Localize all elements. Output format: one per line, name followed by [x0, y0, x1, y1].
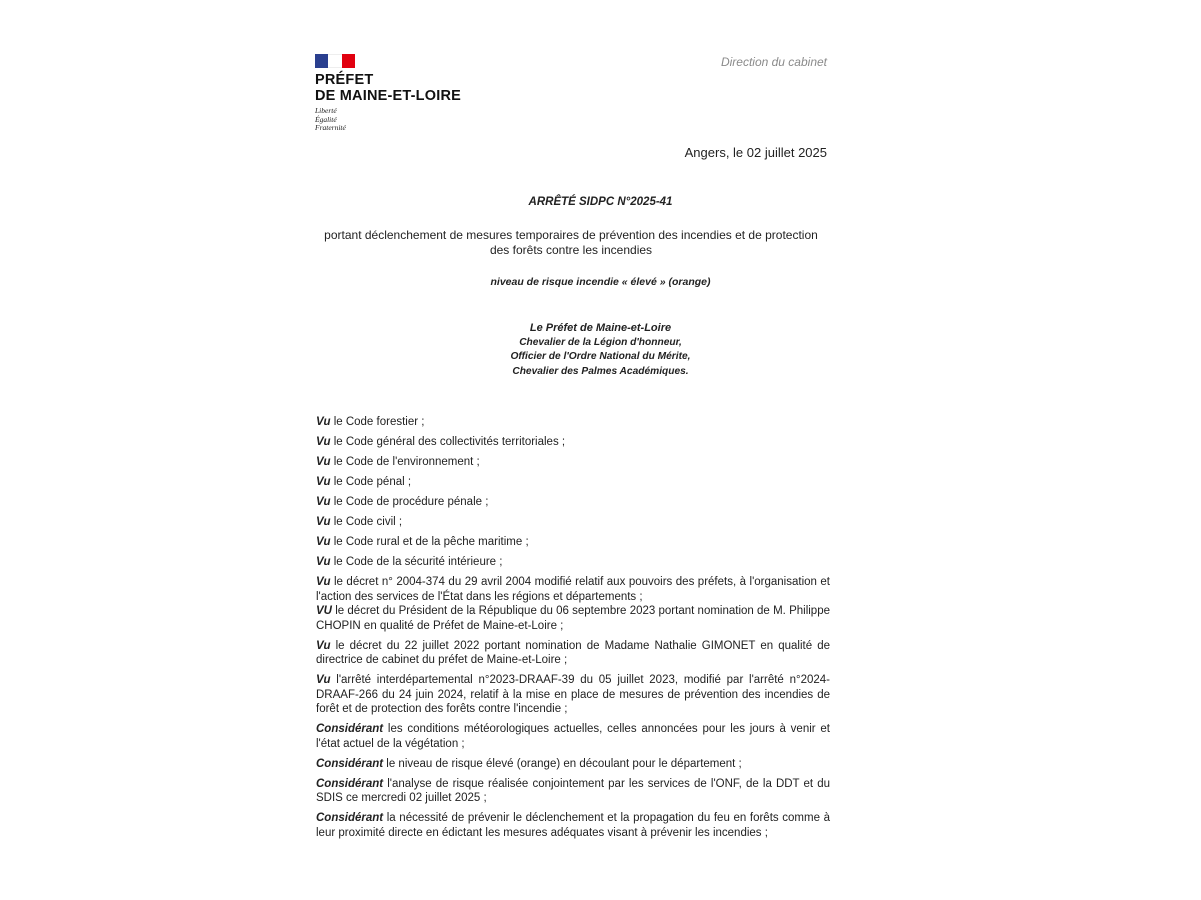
recital-text: la nécessité de prévenir le déclenchement et la propagation du feu en forêts comme à leur proximité directe en édictant les mesures adéquates visant à prévenir les incendies ;	[316, 812, 830, 839]
recital-paragraph	[316, 777, 830, 806]
department-label: Direction du cabinet	[720, 55, 827, 69]
recital-text: le Code civil ;	[330, 516, 403, 528]
recital-text: le Code général des collectivités territoriales ;	[330, 436, 566, 448]
recital-paragraph	[316, 495, 830, 510]
recital-paragraph	[316, 455, 830, 470]
recital-keyword: Vu	[316, 436, 331, 448]
recital-keyword: Vu	[316, 496, 331, 508]
logo-line-1: PRÉFET	[315, 72, 374, 88]
risk-level: niveau de risque incendie « élevé » (orange)	[490, 276, 711, 288]
motto-egalite: Égalité	[315, 114, 337, 124]
recital-keyword: Considérant	[316, 723, 384, 735]
motto	[315, 107, 475, 133]
recital-paragraph	[316, 757, 830, 772]
recital-paragraph	[316, 673, 830, 717]
recital-keyword: Vu	[316, 556, 331, 568]
recital-keyword: Vu	[316, 674, 331, 686]
motto-liberte: Liberté	[315, 106, 337, 115]
recital-paragraph	[316, 604, 830, 633]
recital-text: le Code pénal ;	[330, 476, 412, 488]
recital-paragraph	[316, 575, 830, 604]
recital-keyword: Considérant	[316, 812, 384, 824]
recital-text: le Code rural et de la pêche maritime ;	[330, 536, 529, 548]
decree-body	[316, 415, 830, 846]
recital-paragraph	[316, 535, 830, 550]
recital-text: les conditions météorologiques actuelles, celles annoncées pour les jours à venir et l'état actuel de la végétation ;	[316, 723, 830, 750]
decree-title: ARRÊTÉ SIDPC N°2025-41	[528, 196, 673, 208]
recital-keyword: Vu	[316, 639, 331, 652]
recital-paragraph	[316, 722, 830, 751]
recital-keyword: Vu	[316, 416, 331, 428]
prefect-titles	[0, 321, 1201, 379]
recital-keyword: Vu	[316, 536, 331, 548]
recital-text: l'analyse de risque réalisée conjointement par les services de l'ONF, de la DDT et du SDIS ce mercredi 02 juillet 2025 ;	[316, 777, 830, 804]
recital-text: le Code de procédure pénale ;	[330, 496, 489, 508]
recital-paragraph	[316, 515, 830, 530]
recital-text: le Code de l'environnement ;	[330, 456, 480, 468]
prefect-title-1: Chevalier de la Légion d'honneur,	[519, 336, 682, 348]
french-flag-icon	[315, 54, 355, 68]
recital-keyword: Considérant	[316, 757, 384, 770]
recital-paragraph	[316, 811, 830, 840]
recital-keyword: Vu	[316, 576, 331, 588]
recital-text: le décret du 22 juillet 2022 portant nomination de Madame Nathalie GIMONET en qualité de directrice de cabinet du préfet de Maine-et-Loire ;	[316, 639, 830, 666]
recital-paragraph	[316, 435, 830, 450]
recital-text: l'arrêté interdépartemental n°2023-DRAAF-39 du 05 juillet 2023, modifié par l'arrêté n°2024-DRAAF-266 du 24 juin 2024, relatif à la mise en place de mesures de prévention des incendies de forêt et de protection des forêts contre l'incendie ;	[316, 674, 830, 715]
logo-line-2: DE MAINE-ET-LOIRE	[315, 88, 461, 104]
decree-subtitle: portant déclenchement de mesures temporaires de prévention des incendies et de protection des forêts contre les incendies	[324, 228, 818, 257]
recital-keyword: Vu	[316, 456, 331, 468]
recital-keyword: Considérant	[316, 777, 384, 790]
recital-paragraph	[316, 555, 830, 570]
recital-text: le décret du Président de la République du 06 septembre 2023 portant nomination de M. Philippe CHOPIN en qualité de Préfet de Maine-et-Loire ;	[316, 605, 830, 632]
prefect-title-2: Officier de l'Ordre National du Mérite,	[510, 351, 691, 362]
prefect-title-3: Chevalier des Palmes Académiques.	[512, 365, 689, 377]
recital-text: le Code forestier ;	[330, 416, 425, 428]
recital-paragraph	[316, 475, 830, 490]
recital-keyword: Vu	[316, 476, 331, 488]
recital-text: le décret n° 2004-374 du 29 avril 2004 modifié relatif aux pouvoirs des préfets, à l'organisation et l'action des services de l'État dans les régions et départements ;	[316, 576, 830, 603]
motto-fraternite: Fraternité	[315, 123, 346, 132]
prefect-name: Le Préfet de Maine-et-Loire	[529, 322, 672, 334]
document-date: Angers, le 02 juillet 2025	[684, 145, 827, 160]
recital-keyword: Vu	[316, 516, 331, 528]
recital-text: le niveau de risque élevé (orange) en découlant pour le département ;	[383, 757, 742, 770]
recital-paragraph	[316, 639, 830, 668]
recital-paragraph	[316, 415, 830, 430]
recital-keyword: VU	[316, 605, 332, 617]
prefecture-logo	[315, 54, 475, 133]
recital-text: le Code de la sécurité intérieure ;	[330, 556, 503, 568]
